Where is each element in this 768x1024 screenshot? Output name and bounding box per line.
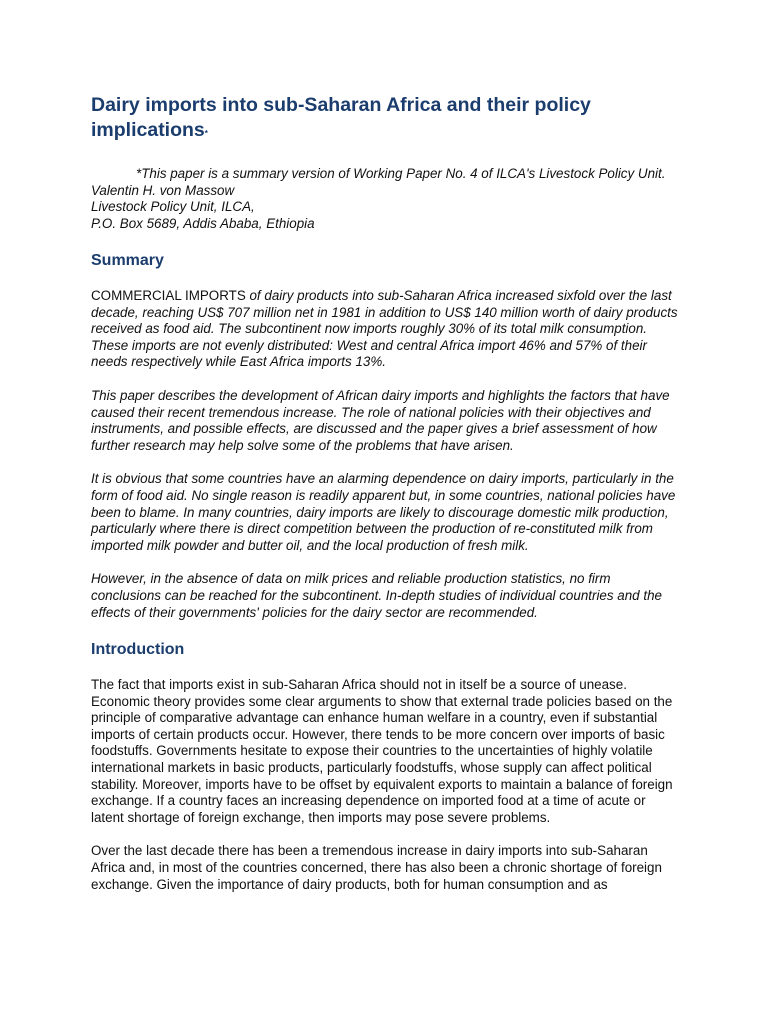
author-affiliation: Livestock Policy Unit, ILCA, [91, 199, 255, 214]
introduction-paragraph-2: Over the last decade there has been a tremendous increase in dairy imports into sub-Saharan Africa and, in most of the countries concerned, there has also been a chronic shortage of foreign exchange. Given the importance of dairy products, both for human consumption and as [91, 843, 662, 892]
summary-paragraph-4: However, in the absence of data on milk prices and reliable production statistics, no firm conclusions can be reached for the subcontinent. In-depth studies of individual countries and the effects of their governments' policies for the dairy sector are recommended. [91, 571, 662, 620]
summary-paragraph-2: This paper describes the development of African dairy imports and highlights the factors that have caused their recent tremendous increase. The role of national policies with their objectives and instruments, and possible effects, are discussed and the paper gives a brief assessment of how further research may help solve some of the problems that have arisen. [91, 387, 670, 453]
section-heading-summary: Summary [91, 252, 164, 269]
summary-lead-caps: COMMERCIAL IMPORTS [91, 288, 246, 303]
summary-paragraph-1-text: of dairy products into sub-Saharan Africa increased sixfold over the last decade, reaching US$ 707 million net in 1981 in addition to US$ 140 million worth of dairy products received as food aid. The subcontinent now imports roughly 30% of its total milk consumption. These imports are not evenly distributed: West and central Africa import 46% and 57% of their needs respectively while East Africa imports 13%. [91, 288, 678, 370]
author-address: P.O. Box 5689, Addis Ababa, Ethiopia [91, 215, 315, 231]
title-footnote-mark[interactable]: * [204, 129, 208, 138]
title-text: Dairy imports into sub-Saharan Africa and their policy implications [91, 94, 591, 141]
author-name: Valentin H. von Massow [91, 182, 235, 198]
byline-block [91, 166, 681, 232]
document-body [91, 93, 681, 893]
document-title [91, 93, 681, 146]
summary-paragraph-3: It is obvious that some countries have an alarming dependence on dairy imports, particularly in the form of food aid. No single reason is readily apparent but, in some countries, national policies have been to blame. In many countries, dairy imports are likely to discourage domestic milk production, particularly where there is direct competition between the production of re-constituted milk from imported milk powder and butter oil, and the local production of fresh milk. [91, 471, 676, 553]
summary-paragraph-1 [91, 288, 681, 371]
section-heading-introduction: Introduction [91, 641, 185, 659]
footnote-text: *This paper is a summary version of Working Paper No. 4 of ILCA's Livestock Policy Unit. [136, 166, 666, 181]
introduction-paragraph-1: The fact that imports exist in sub-Saharan Africa should not in itself be a source of unease. Economic theory provides some clear arguments to show that external trade policies based on the principle of comparative advantage can enhance human welfare in a country, even if substantial imports of certain products occur. However, there tends to be more concern over imports of basic foodstuffs. Governments hesitate to expose their countries to the uncertainties of highly volatile international markets in basic products, particularly foodstuffs, whose supply can affect political stability. Moreover, imports have to be offset by equivalent exports to maintain a balance of foreign exchange. If a country faces an increasing dependence on imported food at a time of acute or latent shortage of foreign exchange, then imports may pose severe problems. [91, 677, 673, 825]
